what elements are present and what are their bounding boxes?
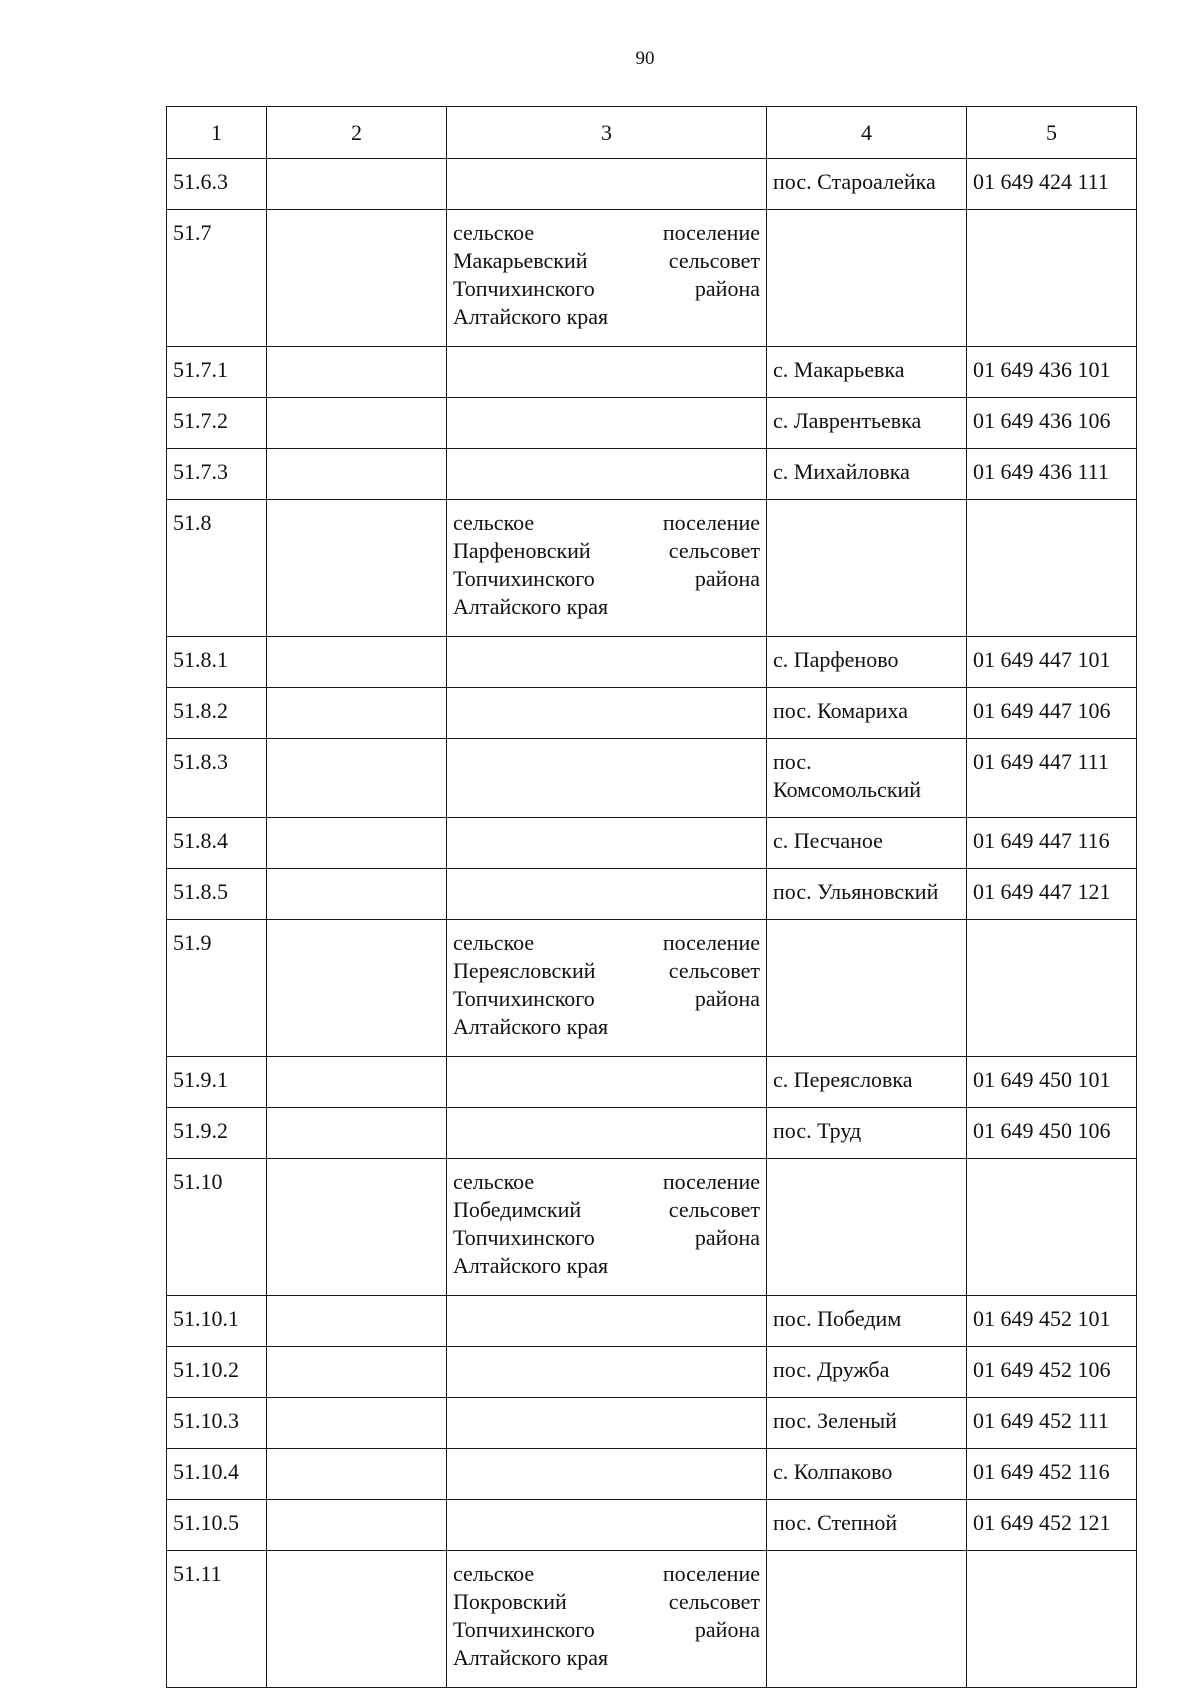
row-locality: пос. Дружба — [767, 1347, 967, 1398]
row-settlement-description — [447, 347, 767, 398]
row-settlement-description — [447, 1159, 767, 1296]
row-settlement-description — [447, 637, 767, 688]
row-oktmo-code: 01 649 447 101 — [967, 637, 1137, 688]
row-col2 — [267, 920, 447, 1057]
row-locality: пос. Староалейка — [767, 159, 967, 210]
row-locality — [767, 920, 967, 1057]
table-header — [167, 107, 1137, 159]
row-locality: пос. Труд — [767, 1108, 967, 1159]
row-col2 — [267, 1159, 447, 1296]
description-line: Алтайского края — [453, 1253, 609, 1278]
row-col2 — [267, 1347, 447, 1398]
row-col2 — [267, 159, 447, 210]
row-col2 — [267, 1500, 447, 1551]
row-oktmo-code: 01 649 452 121 — [967, 1500, 1137, 1551]
row-locality: с. Парфеново — [767, 637, 967, 688]
row-oktmo-code — [967, 210, 1137, 347]
row-code: 51.8.2 — [167, 688, 267, 739]
table-row — [167, 1108, 1137, 1159]
row-code: 51.7.1 — [167, 347, 267, 398]
row-locality: с. Колпаково — [767, 1449, 967, 1500]
table-row — [167, 1159, 1137, 1296]
page-number: 90 — [635, 48, 655, 69]
row-oktmo-code — [967, 1551, 1137, 1688]
table-row — [167, 1296, 1137, 1347]
table-row — [167, 210, 1137, 347]
row-settlement-description — [447, 398, 767, 449]
description-line: Переясловский сельсовет — [453, 958, 760, 983]
description-line: сельское поселение — [453, 510, 760, 535]
description-line: Топчихинского района — [453, 986, 760, 1011]
description-line: Алтайского края — [453, 1645, 609, 1670]
row-code: 51.8 — [167, 500, 267, 637]
description-line: Алтайского края — [453, 594, 609, 619]
row-settlement-description — [447, 1296, 767, 1347]
row-settlement-description — [447, 818, 767, 869]
row-code: 51.10.5 — [167, 1500, 267, 1551]
row-code: 51.10.2 — [167, 1347, 267, 1398]
row-code: 51.8.3 — [167, 739, 267, 818]
row-settlement-description — [447, 1449, 767, 1500]
row-col2 — [267, 869, 447, 920]
row-locality — [767, 1159, 967, 1296]
row-col2 — [267, 398, 447, 449]
row-col2 — [267, 449, 447, 500]
row-locality — [767, 210, 967, 347]
table-row — [167, 869, 1137, 920]
row-oktmo-code: 01 649 447 111 — [967, 739, 1137, 818]
row-locality: с. Песчаное — [767, 818, 967, 869]
table-row — [167, 449, 1137, 500]
row-col2 — [267, 739, 447, 818]
row-col2 — [267, 1108, 447, 1159]
description-line: Алтайского края — [453, 304, 609, 329]
row-col2 — [267, 637, 447, 688]
description-line: Парфеновский сельсовет — [453, 538, 760, 563]
description-line: Алтайского края — [453, 1014, 609, 1039]
description-line: сельское поселение — [453, 220, 760, 245]
row-locality: пос. Комариха — [767, 688, 967, 739]
row-settlement-description — [447, 159, 767, 210]
table-row — [167, 347, 1137, 398]
description-line: Топчихинского района — [453, 1617, 760, 1642]
table-row — [167, 1347, 1137, 1398]
header-cell-5: 5 — [967, 107, 1137, 159]
description-line: Покровский сельсовет — [453, 1589, 760, 1614]
table-body — [167, 159, 1137, 1688]
description-line: Топчихинского района — [453, 566, 760, 591]
row-oktmo-code — [967, 1159, 1137, 1296]
description-line: сельское поселение — [453, 1561, 760, 1586]
row-oktmo-code: 01 649 450 106 — [967, 1108, 1137, 1159]
row-oktmo-code: 01 649 452 116 — [967, 1449, 1137, 1500]
header-cell-1: 1 — [167, 107, 267, 159]
registry-table — [166, 106, 1137, 1688]
row-code: 51.6.3 — [167, 159, 267, 210]
row-code: 51.7.2 — [167, 398, 267, 449]
row-code: 51.9.2 — [167, 1108, 267, 1159]
row-code: 51.7 — [167, 210, 267, 347]
header-row — [167, 107, 1137, 159]
description-line: Победимский сельсовет — [453, 1197, 760, 1222]
row-col2 — [267, 818, 447, 869]
row-locality: с. Михайловка — [767, 449, 967, 500]
row-locality — [767, 500, 967, 637]
row-oktmo-code: 01 649 436 111 — [967, 449, 1137, 500]
row-locality: с. Макарьевка — [767, 347, 967, 398]
row-oktmo-code: 01 649 436 101 — [967, 347, 1137, 398]
table-row — [167, 920, 1137, 1057]
description-line: сельское поселение — [453, 1169, 760, 1194]
row-oktmo-code: 01 649 447 121 — [967, 869, 1137, 920]
table-row — [167, 1551, 1137, 1688]
row-col2 — [267, 210, 447, 347]
row-locality: с. Лаврентьевка — [767, 398, 967, 449]
row-code: 51.10 — [167, 1159, 267, 1296]
row-oktmo-code: 01 649 436 106 — [967, 398, 1137, 449]
row-col2 — [267, 1057, 447, 1108]
row-settlement-description — [447, 1551, 767, 1688]
row-col2 — [267, 1398, 447, 1449]
table-row — [167, 1398, 1137, 1449]
row-settlement-description — [447, 1057, 767, 1108]
row-oktmo-code: 01 649 450 101 — [967, 1057, 1137, 1108]
row-locality: с. Переясловка — [767, 1057, 967, 1108]
table-row — [167, 398, 1137, 449]
row-settlement-description — [447, 920, 767, 1057]
row-settlement-description — [447, 1500, 767, 1551]
row-oktmo-code: 01 649 424 111 — [967, 159, 1137, 210]
row-oktmo-code: 01 649 452 106 — [967, 1347, 1137, 1398]
row-col2 — [267, 500, 447, 637]
row-settlement-description — [447, 449, 767, 500]
row-code: 51.10.3 — [167, 1398, 267, 1449]
row-oktmo-code: 01 649 452 101 — [967, 1296, 1137, 1347]
row-code: 51.7.3 — [167, 449, 267, 500]
row-settlement-description — [447, 688, 767, 739]
row-col2 — [267, 1551, 447, 1688]
row-locality: пос. Степной — [767, 1500, 967, 1551]
table-row — [167, 637, 1137, 688]
row-locality — [767, 1551, 967, 1688]
row-col2 — [267, 1449, 447, 1500]
row-col2 — [267, 347, 447, 398]
row-locality: пос. Победим — [767, 1296, 967, 1347]
row-oktmo-code: 01 649 452 111 — [967, 1398, 1137, 1449]
row-settlement-description — [447, 210, 767, 347]
row-oktmo-code — [967, 500, 1137, 637]
row-settlement-description — [447, 1347, 767, 1398]
row-code: 51.10.4 — [167, 1449, 267, 1500]
row-locality: пос. Ульяновский — [767, 869, 967, 920]
header-cell-3: 3 — [447, 107, 767, 159]
table-row — [167, 688, 1137, 739]
row-locality: пос. Комсомольский — [767, 739, 967, 818]
row-code: 51.8.4 — [167, 818, 267, 869]
row-oktmo-code: 01 649 447 116 — [967, 818, 1137, 869]
row-oktmo-code: 01 649 447 106 — [967, 688, 1137, 739]
row-locality: пос. Зеленый — [767, 1398, 967, 1449]
table-row — [167, 1057, 1137, 1108]
row-settlement-description — [447, 1108, 767, 1159]
description-line: Топчихинского района — [453, 1225, 760, 1250]
description-line: Топчихинского района — [453, 276, 760, 301]
row-col2 — [267, 1296, 447, 1347]
header-cell-4: 4 — [767, 107, 967, 159]
table-row — [167, 739, 1137, 818]
table-row — [167, 1500, 1137, 1551]
row-oktmo-code — [967, 920, 1137, 1057]
row-code: 51.9.1 — [167, 1057, 267, 1108]
row-code: 51.8.5 — [167, 869, 267, 920]
row-settlement-description — [447, 1398, 767, 1449]
description-line: сельское поселение — [453, 930, 760, 955]
row-settlement-description — [447, 500, 767, 637]
table-row — [167, 1449, 1137, 1500]
table-row — [167, 818, 1137, 869]
header-cell-2: 2 — [267, 107, 447, 159]
row-settlement-description — [447, 739, 767, 818]
description-line: Макарьевский сельсовет — [453, 248, 760, 273]
table-row — [167, 159, 1137, 210]
row-code: 51.8.1 — [167, 637, 267, 688]
row-settlement-description — [447, 869, 767, 920]
row-code: 51.11 — [167, 1551, 267, 1688]
row-col2 — [267, 688, 447, 739]
row-code: 51.10.1 — [167, 1296, 267, 1347]
table-row — [167, 500, 1137, 637]
row-code: 51.9 — [167, 920, 267, 1057]
